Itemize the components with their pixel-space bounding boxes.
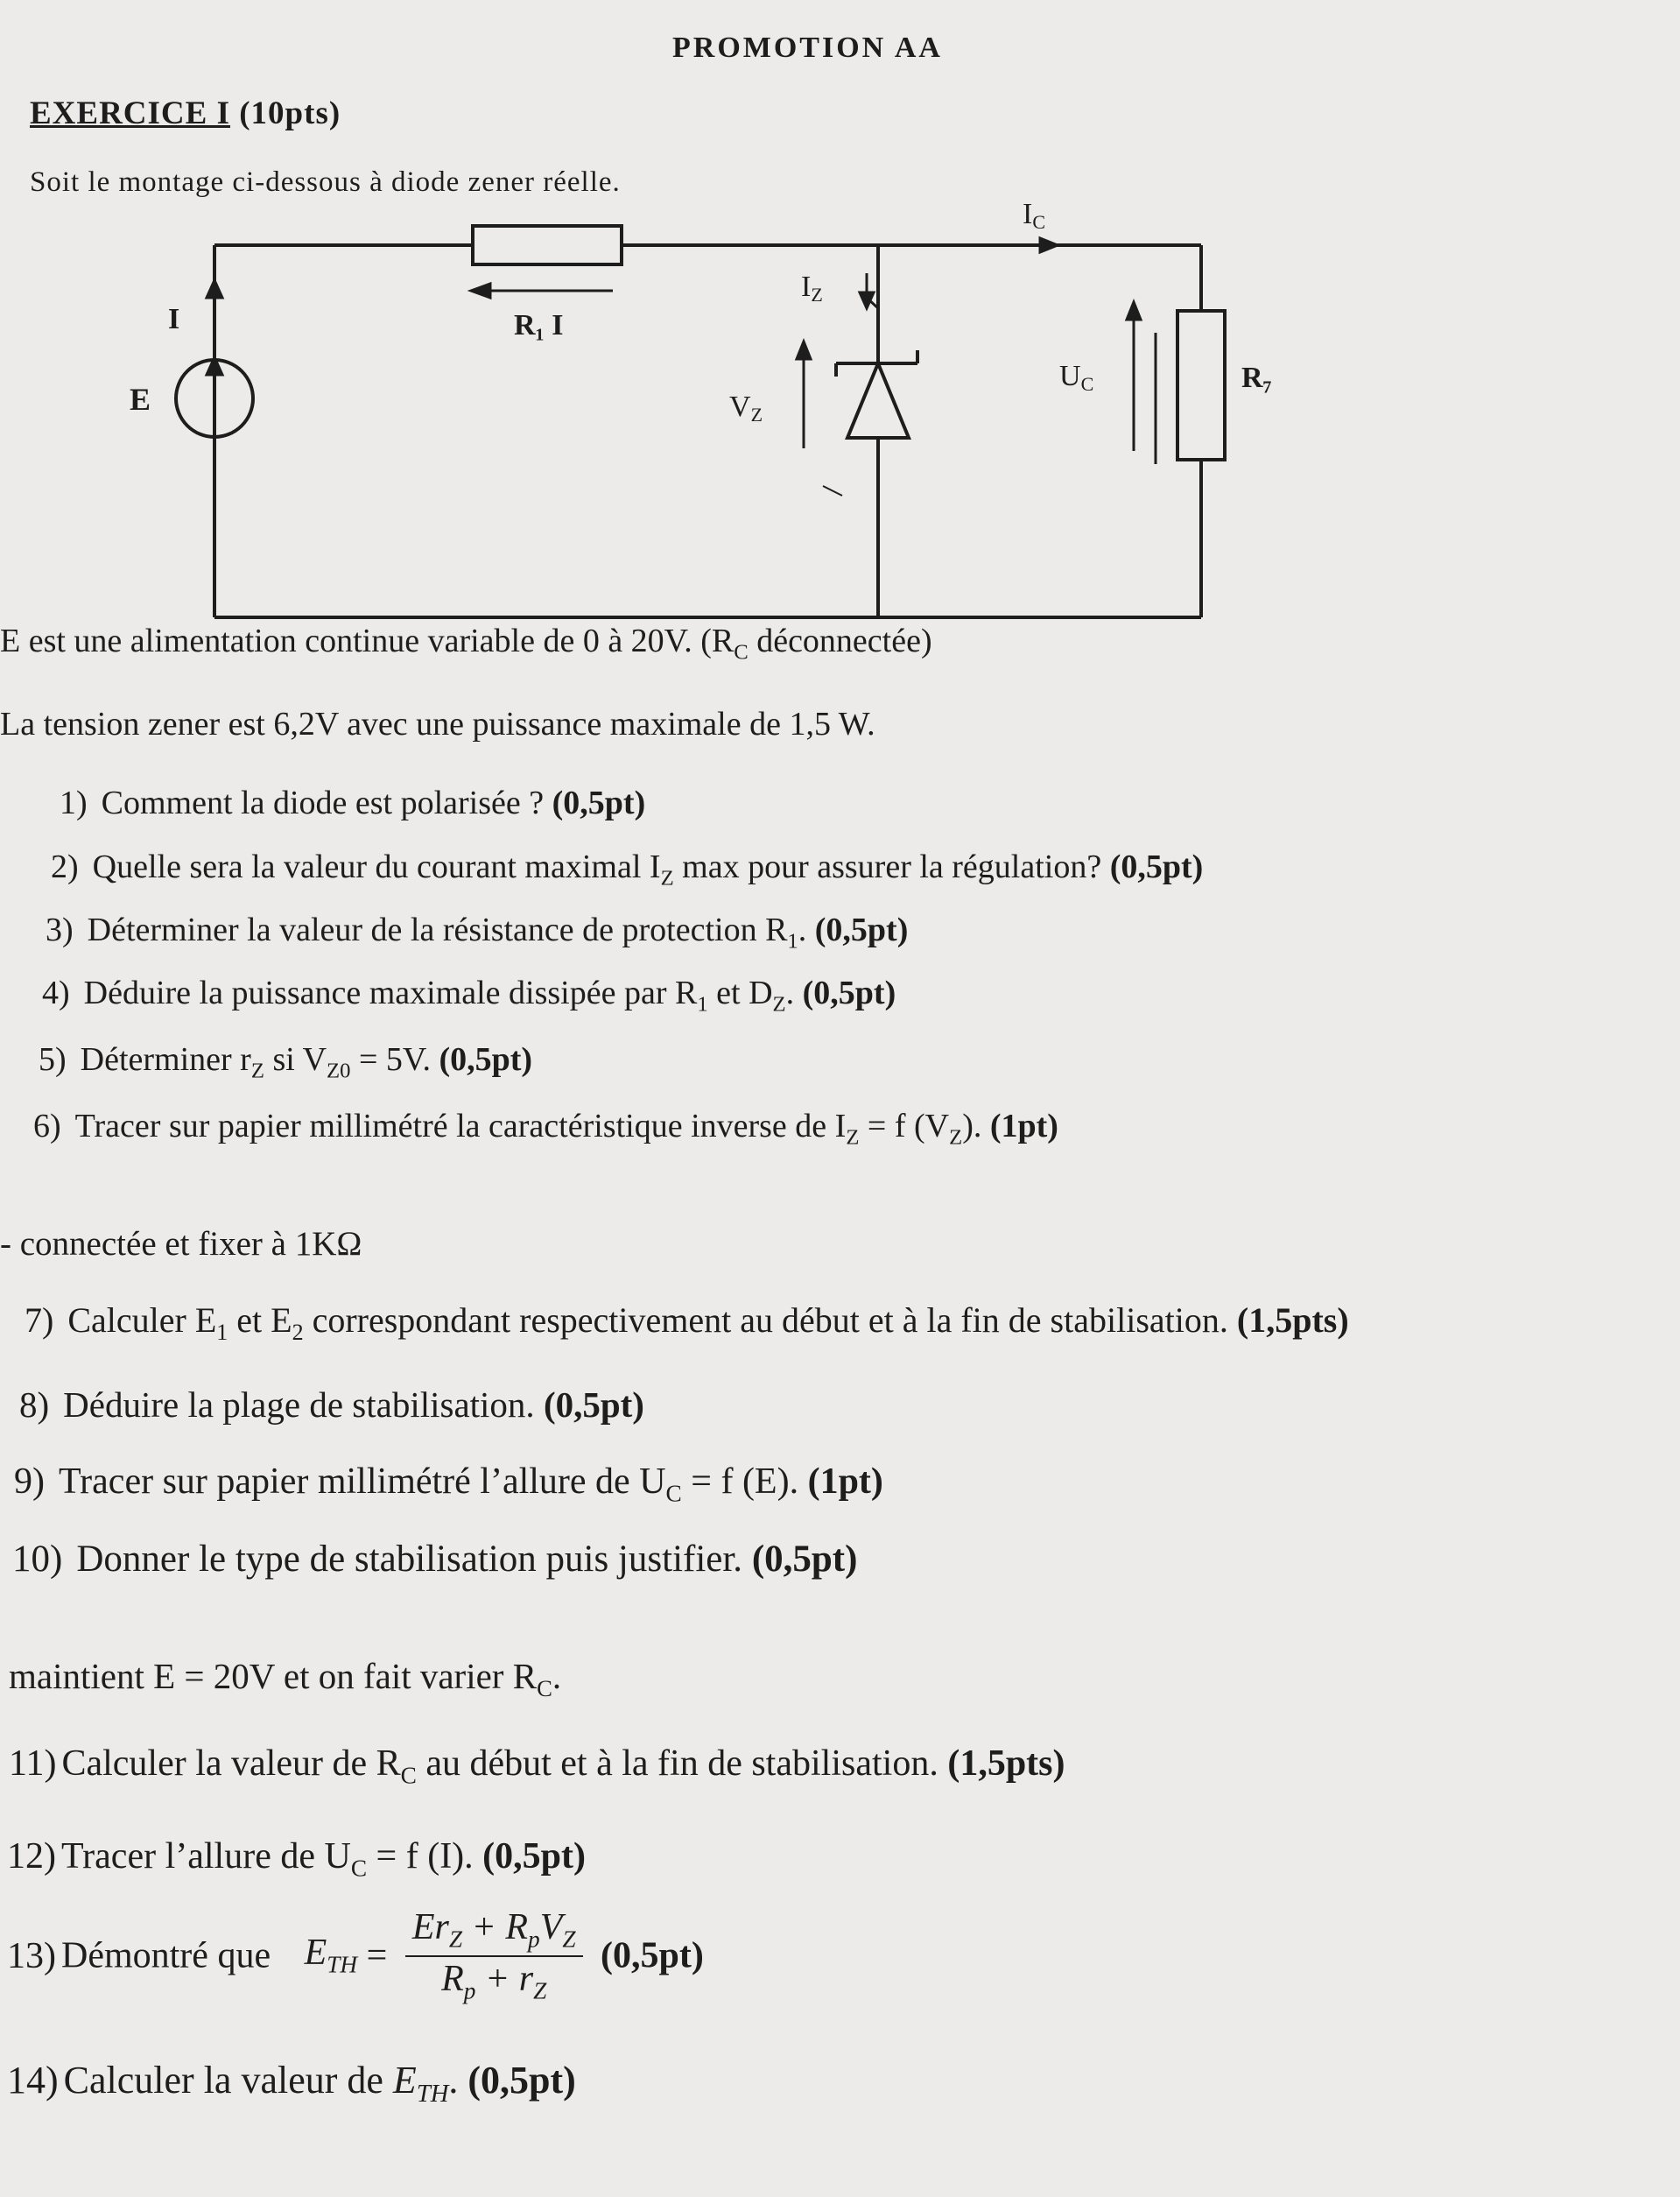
label-Rc: R₇ [1241, 362, 1272, 394]
exercise-heading [30, 95, 341, 132]
label-Vz: VZ [729, 391, 763, 426]
statement-rc-connected: - connectée et fixer à 1KΩ [0, 1225, 362, 1263]
zener-circuit-diagram [0, 175, 1680, 771]
formula-lhs: $E_{TH}$ [304, 1933, 358, 1978]
promotion-title: PROMOTION AA [672, 32, 943, 64]
question-14: 14) Calculer la valeur de $E_{TH}$. (0,5pt) [7, 2059, 576, 2108]
label-Uc: UC [1059, 360, 1094, 395]
current-arrows [207, 238, 1156, 464]
question-3: 3) Déterminer la valeur de la résistance de protection $R_1$. (0,5pt) [46, 912, 909, 954]
exercise-title: EXERCICE I [30, 95, 230, 131]
exercise-points: (10pts) [239, 95, 341, 131]
intro-text: Soit le montage ci-dessous à diode zener réelle. [30, 166, 621, 198]
label-E: E [130, 382, 151, 417]
question-5: 5) Déterminer $r_Z$ si $V_{Z0} = 5V$. (0,5pt) [39, 1041, 533, 1083]
question-4: 4) Déduire la puissance maximale dissipée par $R_1$ et $D_Z$. (0,5pt) [42, 975, 896, 1017]
label-I: I [168, 303, 180, 335]
question-10: 10) Donner le type de stabilisation puis justifier. (0,5pt) [12, 1539, 858, 1580]
question-13: 13) Démontré que $E_{TH}$ = $\frac{Er_Z + R_pV_Z}{R_p + r_Z}$ (0,5pt) [7, 1907, 704, 2004]
question-8: 8) Déduire la plage de stabilisation. (0,5pt) [19, 1384, 644, 1425]
question-1: 1) Comment la diode est polarisée ? (0,5pt) [60, 785, 646, 821]
question-9: 9) Tracer sur papier millimétré l’allure de $U_C = f$ (E). (1pt) [14, 1461, 883, 1507]
statement-supply: E est une alimentation continue variable de 0 à 20V. ($R_C$ déconnectée) [0, 623, 932, 665]
question-11: 11) Calculer la valeur de $R_C$ au début et à la fin de stabilisation. (1,5pts) [9, 1743, 1065, 1789]
label-R1I: R₁ I [514, 309, 564, 342]
question-12: 12) Tracer l’allure de $U_C = f$ (I). (0,5pt) [7, 1836, 586, 1882]
question-6: 6) Tracer sur papier millimétré la caractéristique inverse de $I_Z = f$ $(V_Z)$. (1pt) [33, 1108, 1058, 1150]
statement-zener: La tension zener est 6,2V avec une puissance maximale de 1,5 W. [0, 706, 875, 743]
question-7: 7) Calculer $E_1$ et $E_2$ correspondant respectivement au début et à la fin de stabilisation. (1,5pts) [25, 1300, 1349, 1345]
label-Ic: IC [1023, 198, 1046, 233]
question-2: 2) Quelle sera la valeur du courant maximal $I_Z$ max pour assurer la régulation? (0,5pt) [51, 849, 1204, 891]
label-Iz: IZ [801, 271, 823, 306]
formula-eth: $E_{TH}$ [392, 2059, 449, 2108]
formula-fraction: $\frac{Er_Z + R_pV_Z}{R_p + r_Z}$ [405, 1909, 583, 2003]
statement-vary-rc: maintient E = 20V et on fait varier $R_C$. [9, 1656, 562, 1702]
zener-diode-icon [836, 350, 917, 438]
